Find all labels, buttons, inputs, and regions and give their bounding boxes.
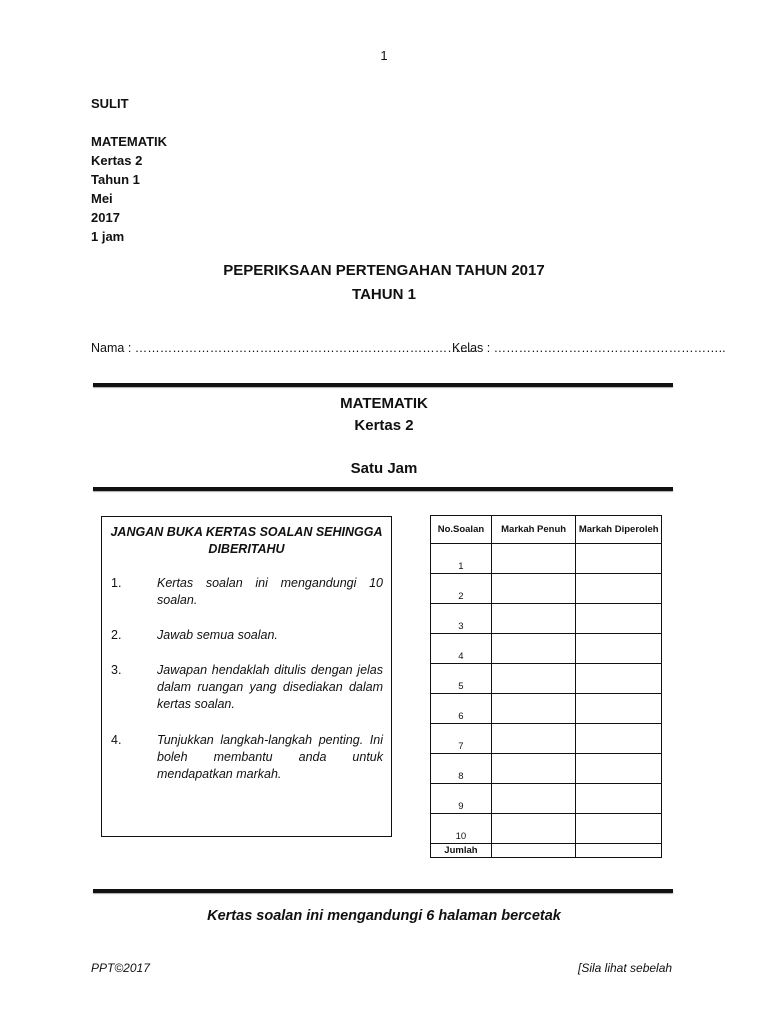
duration-title: Satu Jam [350, 460, 418, 477]
instruction-number: 2. [111, 628, 122, 642]
marks-obtained-cell[interactable] [576, 604, 662, 634]
question-number: 5 [431, 664, 492, 694]
classification-label: SULIT [91, 96, 129, 111]
table-row [431, 694, 662, 724]
full-marks-cell[interactable] [491, 754, 576, 784]
instructions-heading: JANGAN BUKA KERTAS SOALAN SEHINGGA DIBERITAHU [110, 525, 383, 556]
header-year-level: Tahun 1 [91, 172, 140, 187]
total-full-marks-cell[interactable] [491, 844, 576, 858]
paper-title: Kertas 2 [354, 417, 414, 434]
marks-table-header-row [431, 516, 662, 544]
instruction-number: 4. [111, 733, 122, 747]
marks-obtained-cell[interactable] [576, 784, 662, 814]
table-row [431, 784, 662, 814]
header-month: Mei [91, 191, 113, 206]
marks-obtained-cell[interactable] [576, 664, 662, 694]
marks-obtained-cell[interactable] [576, 694, 662, 724]
marks-obtained-cell[interactable] [576, 724, 662, 754]
marks-obtained-cell[interactable] [576, 634, 662, 664]
class-field[interactable]: Kelas : ……………………………………………….. [452, 341, 726, 355]
question-number: 7 [431, 724, 492, 754]
marks-obtained-cell[interactable] [576, 544, 662, 574]
question-number: 2 [431, 574, 492, 604]
instructions-box [101, 516, 392, 837]
instruction-number: 3. [111, 663, 122, 677]
header-year: 2017 [91, 210, 120, 225]
instruction-number: 1. [111, 576, 122, 590]
full-marks-cell[interactable] [491, 544, 576, 574]
full-marks-cell[interactable] [491, 634, 576, 664]
question-number: 4 [431, 634, 492, 664]
full-marks-cell[interactable] [491, 814, 576, 844]
total-label: Jumlah [431, 844, 492, 858]
marks-obtained-cell[interactable] [576, 754, 662, 784]
instruction-text: Tunjukkan langkah-langkah penting. Ini boleh membantu anda untuk mendapatkan markah. [157, 733, 383, 781]
table-row [431, 664, 662, 694]
total-row [431, 844, 662, 858]
total-marks-obtained-cell[interactable] [576, 844, 662, 858]
exam-level: TAHUN 1 [352, 286, 416, 303]
question-number-header: No.Soalan [431, 516, 492, 544]
divider-middle [93, 487, 673, 491]
header-subject: MATEMATIK [91, 134, 168, 149]
page-count-note: Kertas soalan ini mengandungi 6 halaman bercetak [207, 908, 561, 924]
instruction-text: Jawapan hendaklah ditulis dengan jelas dalam ruangan yang disediakan dalam kertas soalan. [157, 663, 383, 711]
marks-obtained-cell[interactable] [576, 814, 662, 844]
divider-bottom [93, 889, 673, 893]
copyright-text: PPT©2017 [91, 961, 150, 975]
table-row [431, 754, 662, 784]
table-row [431, 574, 662, 604]
table-row [431, 604, 662, 634]
question-number: 3 [431, 604, 492, 634]
question-number: 6 [431, 694, 492, 724]
subject-title: MATEMATIK [340, 395, 428, 412]
table-row [431, 634, 662, 664]
table-row [431, 814, 662, 844]
table-row [431, 724, 662, 754]
instruction-text: Jawab semua soalan. [157, 628, 278, 642]
full-marks-cell[interactable] [491, 694, 576, 724]
header-duration: 1 jam [91, 229, 125, 244]
divider-top [93, 383, 673, 387]
header-paper: Kertas 2 [91, 153, 143, 168]
full-marks-cell[interactable] [491, 784, 576, 814]
paper-header [91, 94, 167, 246]
instruction-text: Kertas soalan ini mengandungi 10 soalan. [157, 576, 383, 607]
turn-over-note: [Sila lihat sebelah [578, 961, 673, 975]
header-spacer [91, 113, 167, 132]
name-field[interactable]: Nama : ………………………………………………………………………. [91, 341, 476, 355]
full-marks-cell[interactable] [491, 574, 576, 604]
question-number: 10 [431, 814, 492, 844]
full-marks-cell[interactable] [491, 724, 576, 754]
marks-obtained-header: Markah Diperoleh [576, 516, 662, 544]
marks-table [430, 515, 662, 858]
page-number: 1 [380, 48, 388, 63]
question-number: 8 [431, 754, 492, 784]
table-row [431, 544, 662, 574]
exam-title: PEPERIKSAAN PERTENGAHAN TAHUN 2017 [223, 262, 545, 279]
question-number: 1 [431, 544, 492, 574]
full-marks-cell[interactable] [491, 664, 576, 694]
full-marks-cell[interactable] [491, 604, 576, 634]
question-number: 9 [431, 784, 492, 814]
full-marks-header: Markah Penuh [491, 516, 576, 544]
marks-obtained-cell[interactable] [576, 574, 662, 604]
